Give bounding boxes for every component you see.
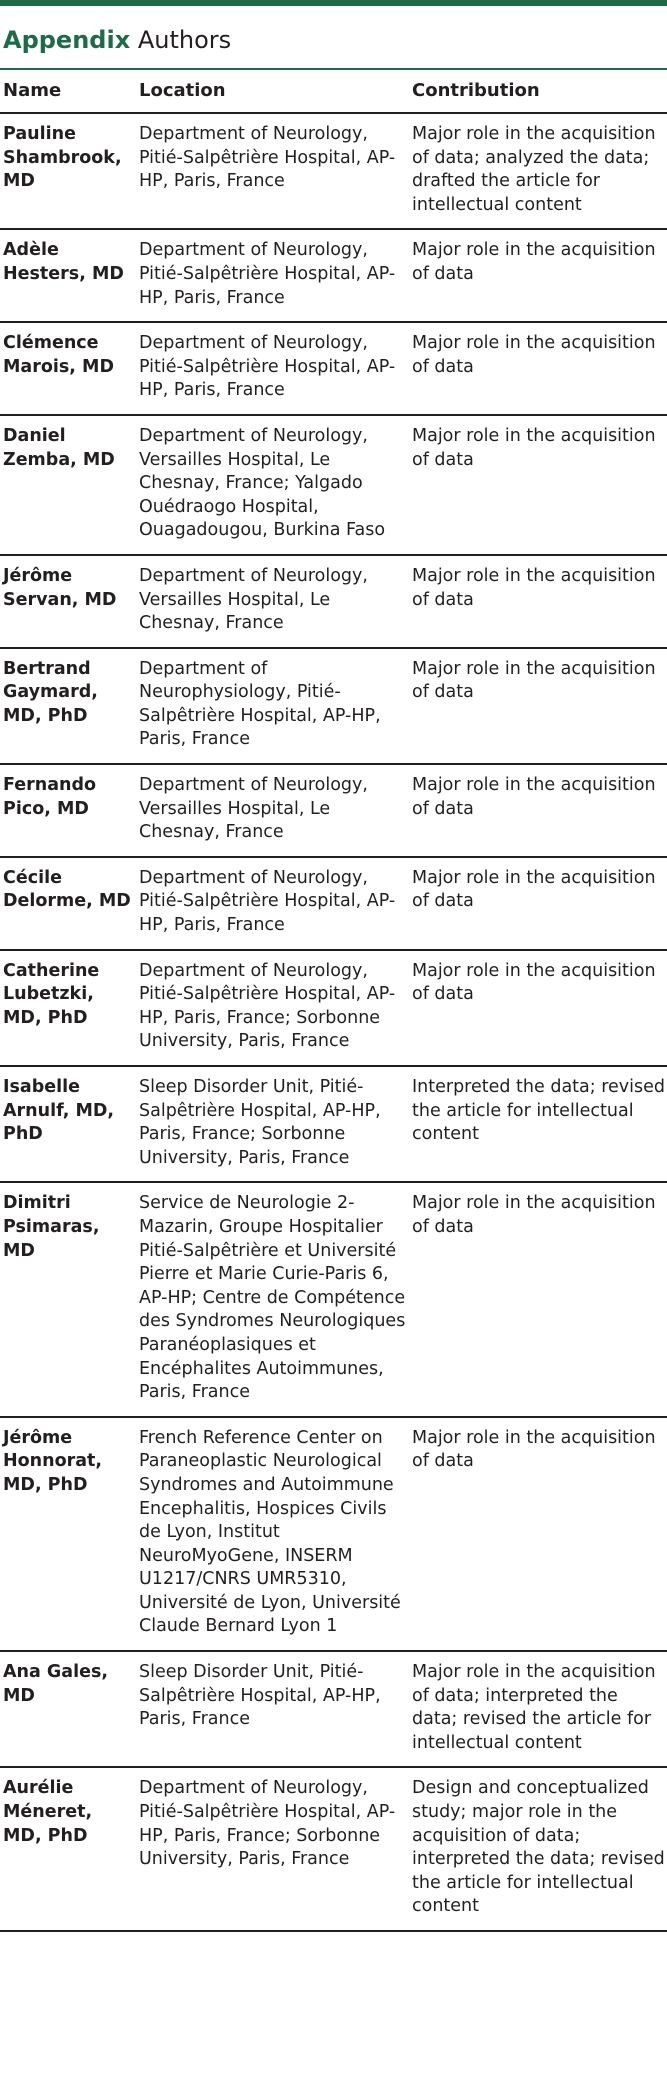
- page-title: [3, 24, 231, 56]
- title-divider: [0, 68, 667, 70]
- table-row: [0, 648, 667, 764]
- author-name: Bertrand Gaymard, MD, PhD: [0, 648, 138, 764]
- author-location: Service de Neurologie 2-Mazarin, Groupe Hospitalier Pitié-Salpêtrière et Université Pierre et Marie Curie-Paris 6, AP-HP; Centre de Compétence des Syndromes Neurologiques Paranéoplasiques et Encéphalites Autoimmunes, Paris, France: [138, 1182, 411, 1416]
- author-name: Daniel Zemba, MD: [0, 415, 138, 555]
- author-location: Department of Neurology, Pitié-Salpêtrière Hospital, AP-HP, Paris, France: [138, 113, 411, 229]
- author-contribution: Major role in the acquisition of data: [411, 857, 667, 950]
- author-contribution: Major role in the acquisition of data: [411, 555, 667, 648]
- table-header-row: [0, 74, 667, 113]
- table-row: [0, 1066, 667, 1182]
- author-location: Department of Neurology, Pitié-Salpêtrière Hospital, AP-HP, Paris, France; Sorbonne University, Paris, France: [138, 1767, 411, 1931]
- table-row: [0, 1651, 667, 1767]
- author-contribution: Major role in the acquisition of data: [411, 764, 667, 857]
- author-location: Sleep Disorder Unit, Pitié-Salpêtrière Hospital, AP-HP, Paris, France; Sorbonne University, Paris, France: [138, 1066, 411, 1182]
- author-name: Jérôme Honnorat, MD, PhD: [0, 1417, 138, 1651]
- table-row: [0, 229, 667, 322]
- author-name: Fernando Pico, MD: [0, 764, 138, 857]
- author-contribution: Major role in the acquisition of data: [411, 1417, 667, 1651]
- author-contribution: Major role in the acquisition of data: [411, 322, 667, 415]
- author-contribution: Major role in the acquisition of data; analyzed the data; drafted the article for intellectual content: [411, 113, 667, 229]
- author-location: Department of Neurology, Versailles Hospital, Le Chesnay, France: [138, 764, 411, 857]
- author-name: Cécile Delorme, MD: [0, 857, 138, 950]
- author-location: Department of Neurology, Pitié-Salpêtrière Hospital, AP-HP, Paris, France: [138, 857, 411, 950]
- table-row: [0, 857, 667, 950]
- author-name: Catherine Lubetzki, MD, PhD: [0, 950, 138, 1066]
- table-row: [0, 322, 667, 415]
- table-row: [0, 555, 667, 648]
- author-location: Department of Neurology, Versailles Hospital, Le Chesnay, France: [138, 555, 411, 648]
- author-name: Ana Gales, MD: [0, 1651, 138, 1767]
- author-location: Sleep Disorder Unit, Pitié-Salpêtrière Hospital, AP-HP, Paris, France: [138, 1651, 411, 1767]
- author-location: Department of Neurology, Pitié-Salpêtrière Hospital, AP-HP, Paris, France; Sorbonne University, Paris, France: [138, 950, 411, 1066]
- author-contribution: Interpreted the data; revised the article for intellectual content: [411, 1066, 667, 1182]
- author-location: Department of Neurology, Pitié-Salpêtrière Hospital, AP-HP, Paris, France: [138, 229, 411, 322]
- author-contribution: Major role in the acquisition of data: [411, 415, 667, 555]
- author-location: Department of Neurology, Versailles Hospital, Le Chesnay, France; Yalgado Ouédraogo Hospital, Ouagadougou, Burkina Faso: [138, 415, 411, 555]
- authors-table: [0, 74, 667, 1932]
- title-keyword: Appendix: [3, 26, 131, 54]
- author-name: Aurélie Méneret, MD, PhD: [0, 1767, 138, 1931]
- author-contribution: Major role in the acquisition of data; interpreted the data; revised the article for intellectual content: [411, 1651, 667, 1767]
- column-header-contribution: Contribution: [411, 74, 667, 113]
- author-contribution: Design and conceptualized study; major role in the acquisition of data; interpreted the data; revised the article for intellectual content: [411, 1767, 667, 1931]
- author-name: Pauline Shambrook, MD: [0, 113, 138, 229]
- table-row: [0, 764, 667, 857]
- title-rest: Authors: [137, 26, 232, 54]
- author-location: Department of Neurology, Pitié-Salpêtrière Hospital, AP-HP, Paris, France: [138, 322, 411, 415]
- author-name: Adèle Hesters, MD: [0, 229, 138, 322]
- author-name: Isabelle Arnulf, MD, PhD: [0, 1066, 138, 1182]
- author-contribution: Major role in the acquisition of data: [411, 648, 667, 764]
- author-location: French Reference Center on Paraneoplastic Neurological Syndromes and Autoimmune Encephalitis, Hospices Civils de Lyon, Institut NeuroMyoGene, INSERM U1217/CNRS UMR5310, Université de Lyon, Université Claude Bernard Lyon 1: [138, 1417, 411, 1651]
- table-row: [0, 415, 667, 555]
- author-name: Clémence Marois, MD: [0, 322, 138, 415]
- table-row: [0, 113, 667, 229]
- table-row: [0, 1767, 667, 1931]
- author-name: Jérôme Servan, MD: [0, 555, 138, 648]
- table-row: [0, 1417, 667, 1651]
- author-contribution: Major role in the acquisition of data: [411, 950, 667, 1066]
- column-header-name: Name: [0, 74, 138, 113]
- author-location: Department of Neurophysiology, Pitié-Salpêtrière Hospital, AP-HP, Paris, France: [138, 648, 411, 764]
- top-accent-bar: [0, 0, 667, 6]
- table-row: [0, 950, 667, 1066]
- author-contribution: Major role in the acquisition of data: [411, 229, 667, 322]
- table-row: [0, 1182, 667, 1416]
- author-contribution: Major role in the acquisition of data: [411, 1182, 667, 1416]
- author-name: Dimitri Psimaras, MD: [0, 1182, 138, 1416]
- column-header-location: Location: [138, 74, 411, 113]
